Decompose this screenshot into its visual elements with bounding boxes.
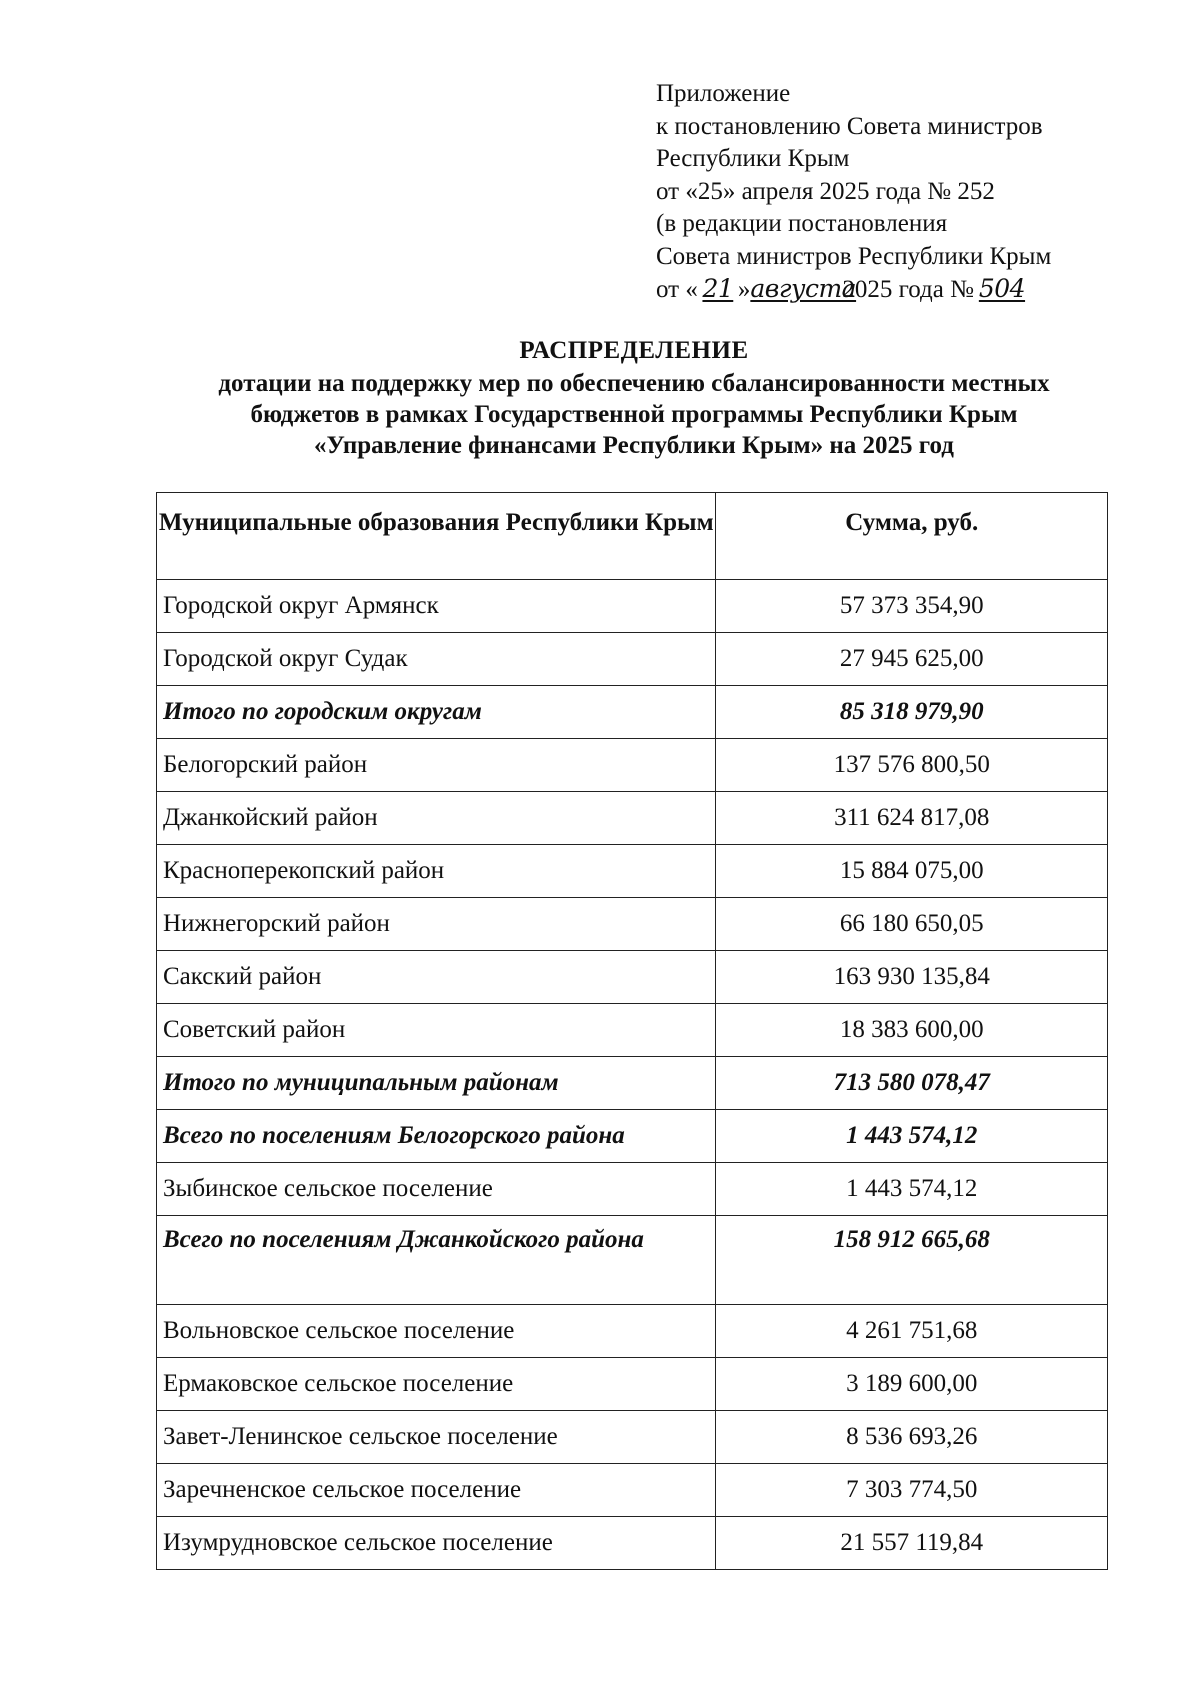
title-main: РАСПРЕДЕЛЕНИЕ xyxy=(519,337,749,364)
municipality-name: Сакский район xyxy=(157,951,716,1004)
appendix-line-4: от «25» апреля 2025 года № 252 xyxy=(656,177,995,205)
appendix-line-5: (в редакции постановления xyxy=(656,210,948,237)
table-row xyxy=(157,898,1108,951)
amount-value: 137 576 800,50 xyxy=(716,739,1108,792)
table-row xyxy=(157,1517,1108,1570)
amount-value: 8 536 693,26 xyxy=(716,1411,1108,1464)
appendix-line-2: к постановлению Совета министров xyxy=(656,112,1043,140)
municipality-name: Городской округ Судак xyxy=(157,633,716,686)
table-row xyxy=(157,951,1108,1004)
distribution-table xyxy=(156,492,1108,1570)
amount-value: 21 557 119,84 xyxy=(716,1517,1108,1570)
municipality-name: Заречненское сельское поселение xyxy=(157,1464,716,1517)
table-subtotal-row xyxy=(157,1110,1108,1163)
amount-value: 66 180 650,05 xyxy=(716,898,1108,951)
table-row xyxy=(157,1464,1108,1517)
amount-value: 18 383 600,00 xyxy=(716,1004,1108,1057)
table-row xyxy=(157,1358,1108,1411)
header-municipality: Муниципальные образования Республики Крым xyxy=(157,493,716,580)
amount-value: 4 261 751,68 xyxy=(716,1305,1108,1358)
municipality-name: Итого по городским округам xyxy=(157,686,716,739)
amount-value: 1 443 574,12 xyxy=(716,1163,1108,1216)
amendment-year: 2025 года № xyxy=(842,276,974,303)
municipality-name: Городской округ Армянск xyxy=(157,580,716,633)
table-header-row xyxy=(157,493,1108,580)
amount-value: 3 189 600,00 xyxy=(716,1358,1108,1411)
municipality-name: Нижнегорский район xyxy=(157,898,716,951)
municipality-name: Ермаковское сельское поселение xyxy=(157,1358,716,1411)
table-row xyxy=(157,633,1108,686)
municipality-name: Всего по поселениям Белогорского района xyxy=(157,1110,716,1163)
municipality-name: Итого по муниципальным районам xyxy=(157,1057,716,1110)
appendix-line-6: Совета министров Республики Крым xyxy=(656,242,1052,270)
amount-value: 85 318 979,90 xyxy=(716,686,1108,739)
municipality-name: Советский район xyxy=(157,1004,716,1057)
appendix-line-1: Приложение xyxy=(656,80,791,107)
title-line-3: «Управление финансами Республики Крым» на 2025 год xyxy=(314,432,954,459)
table-body xyxy=(157,580,1108,1570)
handwritten-day: 21 xyxy=(702,274,734,303)
municipality-name: Белогорский район xyxy=(157,739,716,792)
municipality-name: Завет-Ленинское сельское поселение xyxy=(157,1411,716,1464)
amount-value: 7 303 774,50 xyxy=(716,1464,1108,1517)
header-amount: Сумма, руб. xyxy=(716,493,1108,580)
table-subtotal-row xyxy=(157,1057,1108,1110)
amount-value: 1 443 574,12 xyxy=(716,1110,1108,1163)
table-row xyxy=(157,792,1108,845)
handwritten-month: августа xyxy=(750,274,857,303)
document-title xyxy=(0,335,1200,461)
amount-value: 57 373 354,90 xyxy=(716,580,1108,633)
handwritten-number: 504 xyxy=(978,274,1026,303)
amount-value: 15 884 075,00 xyxy=(716,845,1108,898)
title-line-2: бюджетов в рамках Государственной программы Республики Крым xyxy=(250,401,1018,428)
amount-value: 27 945 625,00 xyxy=(716,633,1108,686)
amount-value: 163 930 135,84 xyxy=(716,951,1108,1004)
municipality-name: Красноперекопский район xyxy=(157,845,716,898)
table-row xyxy=(157,845,1108,898)
table-row xyxy=(157,1004,1108,1057)
table-row xyxy=(157,1163,1108,1216)
municipality-name: Изумрудновское сельское поселение xyxy=(157,1517,716,1570)
table-row xyxy=(157,580,1108,633)
municipality-name: Зыбинское сельское поселение xyxy=(157,1163,716,1216)
amount-value: 311 624 817,08 xyxy=(716,792,1108,845)
municipality-name: Всего по поселениям Джанкойского района xyxy=(157,1216,716,1305)
amendment-quote-close: » xyxy=(737,276,751,303)
amount-value: 158 912 665,68 xyxy=(716,1216,1108,1305)
appendix-line-7 xyxy=(656,273,1176,306)
table-subtotal-row xyxy=(157,1216,1108,1305)
table-row xyxy=(157,1305,1108,1358)
appendix-header xyxy=(656,78,1176,306)
municipality-name: Джанкойский район xyxy=(157,792,716,845)
amount-value: 713 580 078,47 xyxy=(716,1057,1108,1110)
title-line-1: дотации на поддержку мер по обеспечению сбалансированности местных xyxy=(218,370,1050,397)
appendix-line-3: Республики Крым xyxy=(656,145,850,172)
table-subtotal-row xyxy=(157,686,1108,739)
table-row xyxy=(157,1411,1108,1464)
amendment-prefix: от « xyxy=(656,276,698,303)
municipality-name: Вольновское сельское поселение xyxy=(157,1305,716,1358)
table-row xyxy=(157,739,1108,792)
